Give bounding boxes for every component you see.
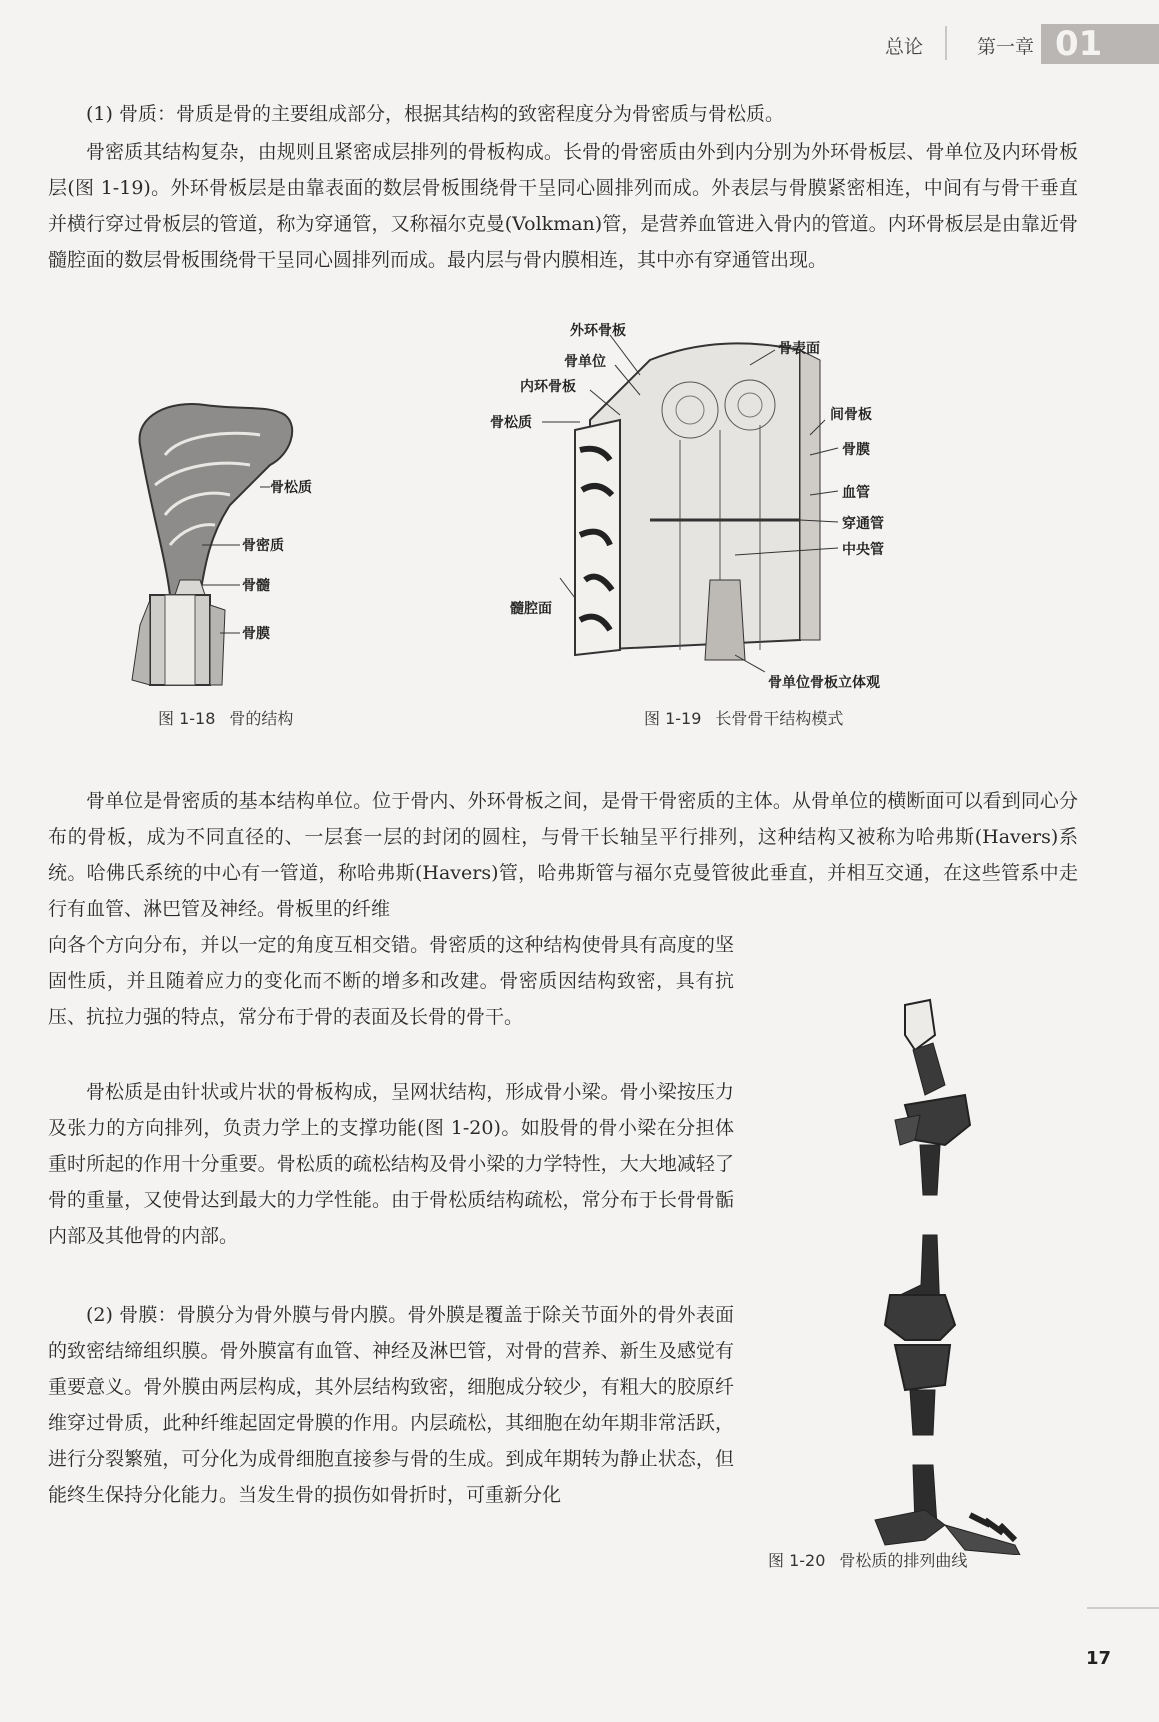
label-osteon-3d: 骨单位骨板立体观	[768, 675, 880, 691]
paragraph-cancellous-bone: 骨松质是由针状或片状的骨板构成，呈网状结构，形成骨小梁。骨小梁按压力及张力的方向排列，负责力学上的支撑功能(图 1-20)。如股骨的骨小梁在分担体重时所起的作用十分重要。骨松质的疏松结构及骨小梁的力学特性，大大地减轻了骨的重量，又使骨达到最大的力学性能。由于骨松质结构疏松，常分布于长骨骨骺内部及其他骨的内部。	[48, 1081, 734, 1247]
figure-1-18-number: 图 1-18	[158, 709, 216, 728]
label-interstitial-lamella: 间骨板	[830, 407, 872, 423]
label-marrow-surface: 髓腔面	[510, 601, 552, 617]
figure-1-20-title: 骨松质的排列曲线	[839, 1551, 968, 1570]
chapter-number-tab: 01	[1041, 24, 1159, 64]
figure-1-20	[845, 995, 1055, 1555]
page-number: 17	[1085, 1648, 1111, 1669]
figure-1-18	[110, 395, 370, 695]
label-inner-lamella: 内环骨板	[520, 379, 576, 395]
figure-1-19-caption	[644, 706, 843, 729]
figure-1-19-number: 图 1-19	[644, 709, 702, 728]
label-osteon: 骨单位	[564, 354, 606, 370]
label-cancellous: 骨松质	[270, 480, 312, 496]
header-chapter: 第一章	[976, 36, 1034, 58]
running-header	[0, 24, 1159, 64]
figure-1-18-title: 骨的结构	[229, 709, 294, 728]
lower-limb-bones-illustration	[845, 995, 1055, 1555]
label-periosteum: 骨膜	[842, 442, 870, 458]
figure-1-19	[490, 320, 1020, 700]
header-divider	[945, 26, 947, 60]
label-marrow: 骨髓	[242, 578, 270, 594]
label-periosteum: 骨膜	[242, 626, 270, 642]
paragraph-osteon: 骨单位是骨密质的基本结构单位。位于骨内、外环骨板之间，是骨干骨密质的主体。从骨单位的横断面可以看到同心分布的骨板，成为不同直径的、一层套一层的封闭的圆柱，与骨干长轴呈平行排列，这种结构又被称为哈弗斯(Havers)系统。哈佛氏系统的中心有一管道，称哈弗斯(Havers)管，哈弗斯管与福尔克曼管彼此垂直，并相互交通，在这些管系中走行有血管、淋巴管及神经。骨板里的纤维	[48, 790, 1078, 920]
paragraph-bone-substance: (1) 骨质：骨质是骨的主要组成部分，根据其结构的致密程度分为骨密质与骨松质。	[86, 103, 784, 125]
paragraph-periosteum: (2) 骨膜：骨膜分为骨外膜与骨内膜。骨外膜是覆盖于除关节面外的骨外表面的致密结缔组织膜。骨外膜富有血管、神经及淋巴管，对骨的营养、新生及感觉有重要意义。骨外膜由两层构成，其外层结构致密，细胞成分较少，有粗大的胶原纤维穿过骨质，此种纤维起固定骨膜的作用。内层疏松，其细胞在幼年期非常活跃，进行分裂繁殖，可分化为成骨细胞直接参与骨的生成。到成年期转为静止状态，但能终生保持分化能力。当发生骨的损伤如骨折时，可重新分化	[48, 1304, 734, 1506]
long-bone-shaft-illustration	[520, 320, 1020, 700]
label-cancellous-bone: 骨松质	[490, 415, 532, 431]
label-central-canal: 中央管	[842, 542, 884, 558]
femur-illustration	[110, 395, 370, 695]
figure-1-20-caption	[768, 1548, 967, 1571]
label-bone-surface: 骨表面	[778, 341, 820, 357]
label-compact: 骨密质	[242, 538, 284, 554]
paragraph-compact-bone: 骨密质其结构复杂，由规则且紧密成层排列的骨板构成。长骨的骨密质由外到内分别为外环骨板层、骨单位及内环骨板层(图 1-19)。外环骨板层是由靠表面的数层骨板围绕骨干呈同心圆排列而成。外表层与骨膜紧密相连，中间有与骨干垂直并横行穿过骨板层的管道，称为穿通管，又称福尔克曼(Volkman)管，是营养血管进入骨内的管道。内环骨板层是由靠近骨髓腔面的数层骨板围绕骨干呈同心圆排列而成。最内层与骨内膜相连，其中亦有穿通管出现。	[48, 141, 1078, 271]
header-section: 总论	[884, 36, 923, 58]
label-outer-lamella: 外环骨板	[570, 323, 626, 339]
figure-1-18-caption	[158, 706, 293, 729]
figure-1-20-number: 图 1-20	[768, 1551, 826, 1570]
figure-1-19-title: 长骨骨干结构模式	[715, 709, 844, 728]
paragraph-osteon-continued: 向各个方向分布，并以一定的角度互相交错。骨密质的这种结构使骨具有高度的坚固性质，并且随着应力的变化而不断的增多和改建。骨密质因结构致密，具有抗压、抗拉力强的特点，常分布于骨的表面及长骨的骨干。	[48, 934, 734, 1028]
label-perforating-canal: 穿通管	[842, 516, 884, 532]
footer-rule	[1087, 1607, 1159, 1609]
label-blood-vessel: 血管	[842, 485, 870, 501]
